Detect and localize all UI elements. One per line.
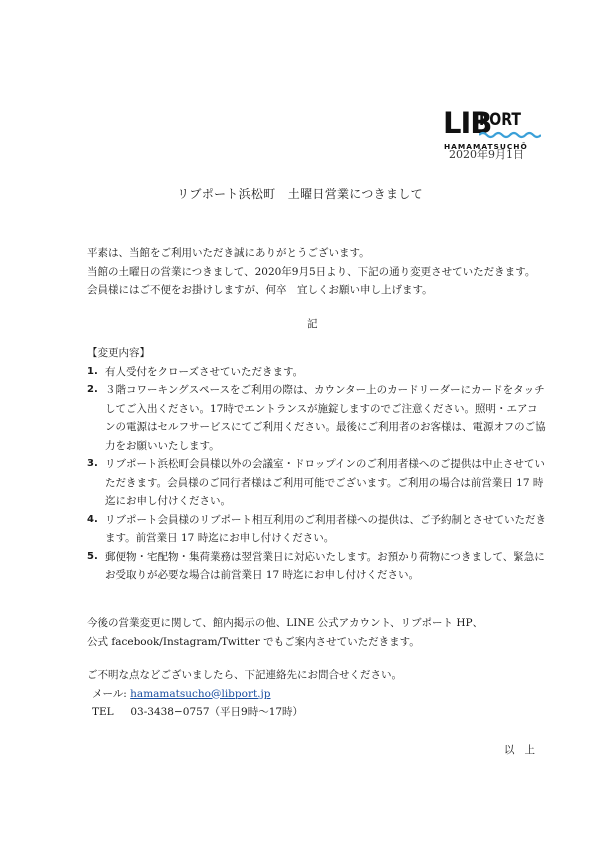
logo-port-wrap: [479, 112, 541, 129]
change-item-number: 2.: [87, 384, 98, 395]
contact-mail-line: [87, 685, 402, 704]
contact-block: [87, 666, 402, 722]
document-date: 2020年9月1日: [449, 148, 524, 161]
notice-paragraph: [87, 614, 483, 651]
intro-line-1: 平素は、当館をご利用いただき誠にありがとうございます。: [87, 247, 370, 259]
ki-marker: 記: [307, 318, 318, 330]
change-item-number: 3.: [87, 458, 98, 469]
document-title: リブポート浜松町 土曜日営業につきまして: [177, 187, 423, 201]
change-item-text: リブポート会員様のリブポート相互利用のご利用者様への提供は、ご予約制とさせていただきます。前営業日 17 時迄にお申し付けください。: [105, 513, 546, 544]
change-item: [87, 511, 547, 548]
contact-tel-line: [87, 703, 402, 722]
contact-lead: ご不明な点などございましたら、下記連絡先にお問合せください。: [87, 669, 402, 681]
change-item-number: 1.: [87, 365, 98, 377]
notice-line-1: 今後の営業変更に関して、館内掲示の他、LINE 公式アカウント、リブポート HP、: [87, 617, 484, 629]
tel-label: TEL: [92, 706, 114, 718]
logo-port-text: PORT: [479, 110, 522, 130]
change-item-text: 有人受付をクローズさせていただきます。: [105, 365, 304, 378]
logo-lib-text: LIB: [443, 106, 492, 140]
tel-number: 03-3438−0757（平日9時〜17時）: [130, 706, 304, 718]
intro-line-2: 当館の土曜日の営業につきまして、2020年9月5日より、下記の通り変更させていただきます。: [87, 265, 536, 278]
change-item-number: 5.: [87, 550, 98, 562]
change-item-number: 4.: [87, 513, 98, 525]
change-item-text: ３階コワーキングスペースをご利用の際は、カウンター上のカードリーダーにカードをタッチしてご入出ください。17時でエントランスが施錠しますのでご注意ください。照明・エアコンの電源はセルフサービスにてご利用ください。最後にご利用者のお客様は、電源オフのご協力をお願いいたします。: [105, 384, 546, 452]
mail-label: メール:: [92, 687, 131, 700]
change-item: [87, 363, 547, 382]
intro-line-3: 会員様にはご不便をお掛けしますが、何卒 宜しくお願い申し上げます。: [87, 284, 433, 296]
changes-section: [87, 344, 547, 585]
logo-subtitle: HAMAMATSUCHŌ: [444, 142, 528, 151]
change-item: [87, 548, 547, 585]
change-item-text: リブポート浜松町会員様以外の会議室・ドロップインのご利用者様へのご提供は中止させていただきます。会員様のご同行者様はご利用可能でございます。ご利用の場合は前営業日 17 時迄にお申し付けください。: [105, 458, 545, 507]
change-item: [87, 455, 547, 511]
changes-heading: 【変更内容】: [87, 347, 150, 359]
closing-mark: 以上: [504, 744, 545, 756]
changes-list: [87, 363, 547, 585]
notice-line-2: 公式 facebook/Instagram/Twitter でもご案内させていただきます。: [87, 635, 420, 648]
change-item-text: 郵便物・宅配物・集荷業務は翌営業日に対応いたします。お預かり荷物につきまして、緊急にお受取りが必要な場合は前営業日 17 時迄にお申し付けください。: [105, 550, 545, 581]
mail-link[interactable]: hamamatsucho@libport.jp: [130, 687, 271, 700]
logo-wave-icon: [479, 130, 541, 140]
intro-paragraph: [87, 244, 535, 300]
change-item: [87, 381, 547, 455]
